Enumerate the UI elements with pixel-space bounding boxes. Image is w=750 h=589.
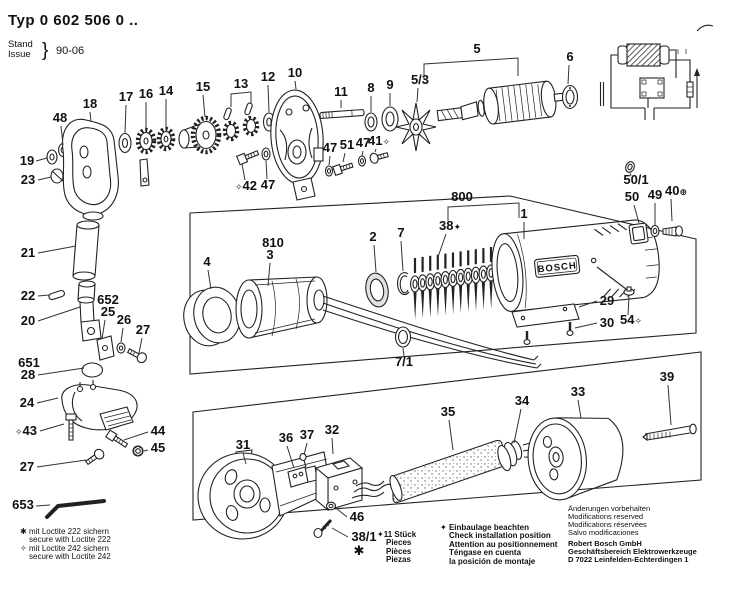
part-label-9: 9 <box>386 77 394 92</box>
leader-line-33 <box>578 400 581 418</box>
part-label-30: 30 <box>599 315 615 330</box>
leader-line-39 <box>668 385 671 425</box>
install-legend <box>440 524 557 566</box>
loctite-222-en: secure with Loctite 222 <box>29 535 111 545</box>
part-label-31: 31 <box>235 437 251 452</box>
leader-line-38 <box>438 234 446 257</box>
part-label-20: 20 <box>20 313 36 328</box>
part-cap-50 <box>629 223 648 244</box>
part-label-23: 23 <box>20 172 36 187</box>
leader-line-21 <box>38 246 76 253</box>
leader-line-35 <box>449 420 453 450</box>
leader-line-15 <box>203 95 205 117</box>
leader-line-6 <box>568 65 569 84</box>
part-label-24: 24 <box>19 395 35 410</box>
part-shaft-11 <box>320 109 364 118</box>
company-address: D 7022 Leinfelden-Echterdingen 1 <box>568 555 689 564</box>
part-ring-4 <box>179 283 246 350</box>
part-label-40: 40⊕ <box>664 183 688 198</box>
part-label-43: ✧43 <box>14 423 38 438</box>
stand-label: Stand <box>8 39 33 50</box>
part-needle-set-38 <box>411 247 496 320</box>
part-washer-47c <box>359 156 366 166</box>
part-label-15: 15 <box>195 79 211 94</box>
part-label-10: 10 <box>287 65 303 80</box>
part-cable-35 <box>388 440 507 502</box>
company-name: Robert Bosch GmbH <box>568 539 642 548</box>
part-label-27: 27 <box>135 322 151 337</box>
part-label-42: ✧42 <box>234 178 258 193</box>
part-screw-41 <box>369 150 389 164</box>
footer-notices <box>568 505 697 564</box>
part-label-25: 25 <box>100 304 116 319</box>
stand-issue-brace: } <box>42 40 49 61</box>
leader-line-23 <box>38 177 51 180</box>
pieces-symbol: ✦ <box>377 530 384 539</box>
part-label-45: 45 <box>150 440 166 455</box>
part-label-18: 18 <box>82 96 98 111</box>
leader-line-27 <box>37 460 86 467</box>
part-fan-5-3 <box>396 103 436 151</box>
install-line-es2: la posición de montaje <box>449 556 536 566</box>
part-label-652: 652 <box>97 292 119 307</box>
part-nut-45 <box>133 446 143 456</box>
part-label-5: 5 <box>473 41 481 56</box>
part-spindle-20 <box>78 281 101 341</box>
leader-line-3 <box>268 263 270 286</box>
part-label-19: 19 <box>19 153 35 168</box>
part-label-51: 51 <box>339 137 355 152</box>
part-label-16: 16 <box>138 86 154 101</box>
part-screw-38-1 <box>314 520 331 538</box>
leader-line-7 <box>401 241 403 271</box>
part-washer-8 <box>365 113 377 131</box>
part-label-653: 653 <box>12 497 34 512</box>
leader-line-22 <box>38 295 49 296</box>
leader-line-47 <box>362 151 363 156</box>
part-label-17: 17 <box>118 89 134 104</box>
part-label-49: 49 <box>647 187 663 202</box>
part-bearing-9 <box>382 107 398 131</box>
notice-en: Modifications reserved <box>568 512 644 521</box>
part-label-7-1: 7/1 <box>394 354 414 369</box>
loctite-242-de: mit Loctite 242 sichern <box>28 543 109 553</box>
leader-line-5-3 <box>417 88 418 102</box>
part-label-38-1: 38/1 <box>351 529 377 544</box>
schematic-switch <box>640 78 664 98</box>
part-label-38: 38✦ <box>438 218 462 233</box>
install-line-de: Einbaulage beachten <box>448 523 529 532</box>
part-label-21: 21 <box>20 245 36 260</box>
part-pin-54 <box>597 267 634 295</box>
part-plate-652-25 <box>97 336 114 360</box>
part-label-50-1: 50/1 <box>623 172 649 187</box>
leader-line-800 <box>448 203 519 221</box>
part-bearing-6 <box>563 86 578 109</box>
leader-line-40 <box>671 199 672 221</box>
typ-label: Typ <box>8 12 36 29</box>
part-label-36: 36 <box>278 430 294 445</box>
part-pins-13 <box>223 102 257 139</box>
notice-de: Änderungen vorbehalten <box>568 504 651 513</box>
part-label-26: 26 <box>116 312 132 327</box>
part-label-39: 39 <box>659 369 675 384</box>
leader-line-25 <box>102 320 105 339</box>
leader-line-653 <box>36 505 50 506</box>
part-screw-27a <box>126 346 148 364</box>
leader-line-19 <box>36 158 47 161</box>
part-label-651: 651 <box>18 355 40 370</box>
leader-line-12 <box>268 85 269 112</box>
company-division: Geschäftsbereich Elektrowerkzeuge <box>568 547 697 556</box>
leader-line-44 <box>124 432 148 440</box>
part-gear-housing-18 <box>62 119 118 220</box>
loctite-222-symbol: ✱ <box>20 527 27 536</box>
part-label-48: 48 <box>52 110 68 125</box>
typ-value: 0 602 506 0 .. <box>39 12 139 29</box>
leader-line-2 <box>374 245 376 272</box>
part-armature-5 <box>435 78 573 130</box>
notice-es: Salvo modificaciones <box>568 528 639 537</box>
part-washer-2 <box>363 271 391 308</box>
part-label-50: 50 <box>624 189 640 204</box>
part-label-44: 44 <box>150 423 166 438</box>
part-label-5-3: 5/3 <box>410 72 430 87</box>
leader-line-17 <box>125 105 126 133</box>
loctite-242-symbol: ✧ <box>20 543 27 553</box>
leader-line-32 <box>332 438 333 454</box>
part-label-800: 800 <box>451 189 473 204</box>
part-screw-42 <box>237 148 260 164</box>
part-label-3: 3 <box>266 247 274 262</box>
part-label-6: 6 <box>566 49 574 64</box>
part-bearing-plate-10 <box>268 88 326 200</box>
part-washer-49 <box>651 226 659 237</box>
part-label-14: 14 <box>158 83 174 98</box>
part-screw-43 <box>66 414 76 440</box>
leader-line-20 <box>38 307 80 321</box>
part-rear-cover-33 <box>524 411 628 503</box>
part-hex-key-653 <box>47 501 104 517</box>
part-ring-7-1 <box>396 327 411 347</box>
part-label-47: 47 <box>355 135 371 150</box>
loctite-222-de: mit Loctite 222 sichern <box>28 527 109 536</box>
leader-line-5 <box>424 58 518 80</box>
leader-line-47 <box>329 156 330 165</box>
leader-line-46 <box>337 509 347 517</box>
part-label-54: 54✧ <box>619 312 643 327</box>
part-washer-17 <box>119 134 131 153</box>
part-label-11: 11 <box>334 84 348 99</box>
part-label-33: 33 <box>570 384 586 399</box>
leader-line-28 <box>38 368 84 375</box>
part-label-4: 4 <box>203 254 211 269</box>
leader-line-51 <box>343 153 345 162</box>
part-washer-47b <box>326 166 333 176</box>
part-tube-21 <box>73 221 99 280</box>
part-clip-651-28 <box>82 363 103 377</box>
install-line-en: Check installation position <box>449 531 551 541</box>
leader-line-38-1 <box>332 528 348 537</box>
part-gear-16 <box>138 130 154 186</box>
loctite-242-en: secure with Loctite 242 <box>29 552 111 562</box>
part-label-47: 47 <box>322 140 338 155</box>
part-screw-27b <box>84 447 106 466</box>
loctite-legend <box>20 528 111 562</box>
part-label-32: 32 <box>324 422 340 437</box>
part-label-1: 1 <box>520 206 528 221</box>
part-label-✱: ✱ <box>353 543 365 558</box>
pieces-line-en: Pieces <box>386 538 412 548</box>
leader-line-41 <box>375 149 376 152</box>
pieces-line-es: Piezas <box>386 555 411 565</box>
part-label-37: 37 <box>299 427 315 442</box>
part-label-29: 29 <box>599 293 615 308</box>
part-label-27: 27 <box>19 459 35 474</box>
leader-line-43 <box>40 424 64 431</box>
part-label-41: 41✧ <box>367 133 391 148</box>
part-washer-47a <box>262 148 270 160</box>
leader-line-37 <box>304 443 307 455</box>
part-label-8: 8 <box>367 80 375 95</box>
install-symbol: ✦ <box>440 523 447 532</box>
part-label-22: 22 <box>20 288 36 303</box>
leader-line-24 <box>37 398 58 403</box>
pieces-line-fr: Pièces <box>386 546 412 556</box>
part-label-28: 28 <box>20 367 36 382</box>
schematic-field-coil <box>627 44 660 66</box>
leader-line-34 <box>514 409 521 443</box>
part-washer-19 <box>47 150 57 164</box>
pieces-qty: 11 <box>383 530 393 539</box>
part-label-47: 47 <box>260 177 276 192</box>
issue-label: Issue <box>8 49 31 60</box>
issue-date: 90-06 <box>56 45 85 57</box>
leader-line-10 <box>295 81 296 89</box>
part-switch-32 <box>316 458 362 510</box>
leader-line-27 <box>139 338 142 353</box>
wiring-schematic-inset <box>601 25 714 120</box>
part-label-810: 810 <box>262 235 284 250</box>
leader-line-4 <box>208 270 211 289</box>
leader-line-30 <box>575 323 597 328</box>
part-gear-14 <box>159 129 173 149</box>
leader-line-45 <box>144 450 148 451</box>
part-label-7: 7 <box>397 225 405 240</box>
install-line-es1: Téngase en cuenta <box>449 548 522 558</box>
part-screw-51 <box>333 161 354 175</box>
bosch-logo: BOSCH <box>537 260 578 276</box>
part-label-2: 2 <box>369 229 377 244</box>
part-nut-46 <box>327 502 336 510</box>
install-line-fr: Attention au positionnement <box>449 539 558 549</box>
part-label-46: 46 <box>349 509 365 524</box>
part-label-35: 35 <box>440 404 456 419</box>
leader-line-26 <box>121 328 123 342</box>
part-pin-22 <box>48 290 65 301</box>
part-screw-39 <box>643 424 696 440</box>
part-screw-40 <box>663 226 682 236</box>
part-label-12: 12 <box>260 69 276 84</box>
part-label-34: 34 <box>514 393 530 408</box>
pieces-legend <box>377 531 416 565</box>
part-washer-26 <box>117 343 125 353</box>
part-label-13: 13 <box>233 76 249 91</box>
part-rotor-sleeve-3 <box>236 277 327 338</box>
notice-fr: Modifications réservées <box>568 520 647 529</box>
pieces-line-de: Stück <box>394 530 417 539</box>
part-end-shield-31 <box>198 450 331 539</box>
schematic-suppressor <box>687 82 693 97</box>
part-ring-7 <box>398 273 409 295</box>
part-disc-23 <box>51 169 63 183</box>
part-gear-15 <box>179 118 219 152</box>
